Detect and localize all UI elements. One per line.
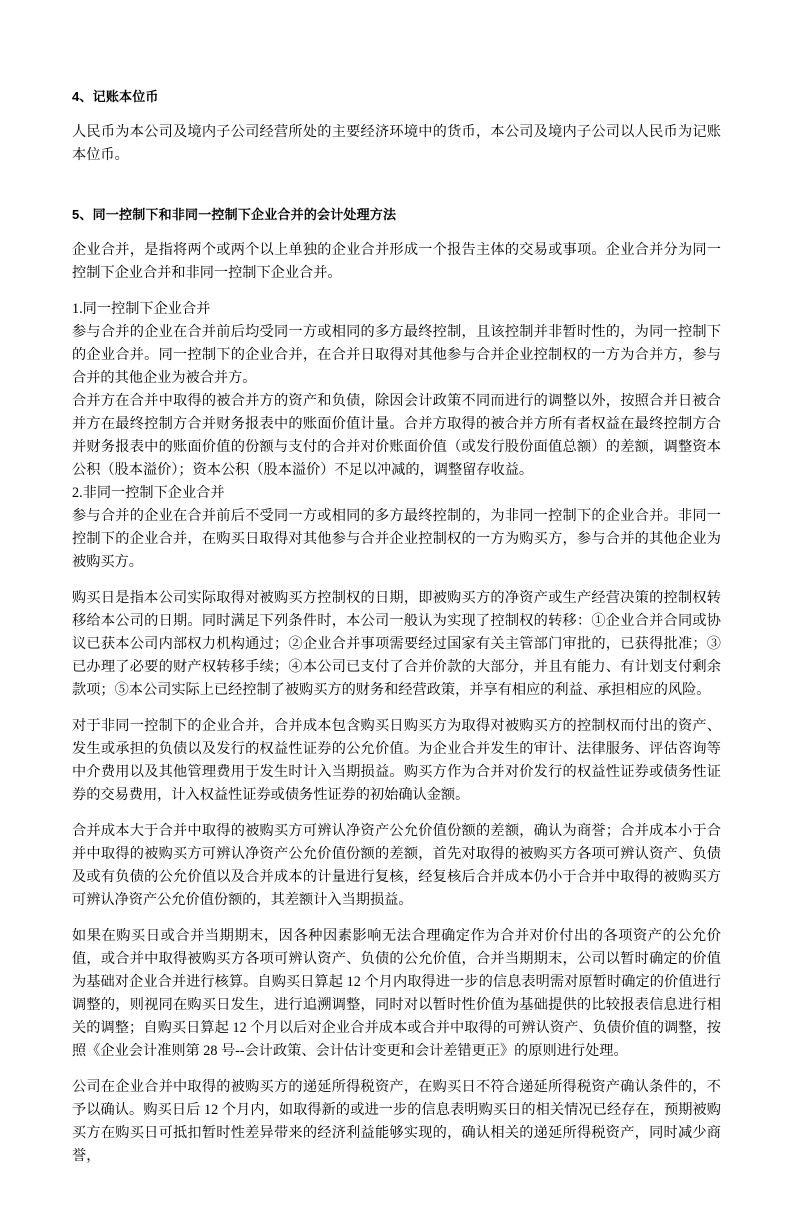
paragraph-combination-cost: 对于非同一控制下的企业合并，合并成本包含购买日购买方为取得对被购买方的控制权而付出的资产、发生或承担的负债以及发行的权益性证券的公允价值。为企业合并发生的审计、法律服务、评估咨询等中介费用以及其他管理费用于发生时计入当期损益。购买方作为合并对价发行的权益性证券或债务性证券的交易费用，计入权益性证券或债务性证券的初始确认金额。 [72, 717, 721, 803]
paragraph-common-control-measurement: 合并方在合并中取得的被合并方的资产和负债，除因会计政策不同而进行的调整以外，按照合并日被合并方在最终控制方合并财务报表中的账面价值计量。合并方取得的被合并方所有者权益在最终控制方合并财务报表中的账面价值的份额与支付的合并对价账面价值（或发行股份面值总额）的差额，调整资本公积（股本溢价）；资本公积（股本溢价）不足以冲减的，调整留存收益。 [72, 392, 721, 478]
paragraph-provisional-values: 如果在购买日或合并当期期末，因各种因素影响无法合理确定作为合并对价付出的各项资产的公允价值，或合并中取得被购买方各项可辨认资产、负债的公允价值，合并当期期末，公司以暂时确定的价值为基础对企业合并进行核算。自购买日算起 12 个月内取得进一步的信息表明需对原暂时确定的价值进行调整的，则视同在购买日发生，进行追溯调整，同时对以暂时性价值为基础提供的比较报表信息进行相关的调整；自购买日算起 12 个月以后对企业合并成本或合并中取得的可辨认资产、负债价值的调整，按照《企业会计准则第 28 号--会计政策、会计估计变更和会计差错更正》的原则进行处理。 [72, 927, 721, 1059]
paragraph-deferred-tax: 公司在企业合并中取得的被购买方的递延所得税资产，在购买日不符合递延所得税资产确认条件的，不予以确认。购买日后 12 个月内，如取得新的或进一步的信息表明购买日的相关情况已经存在，预期被购买方在购买日可抵扣暂时性差异带来的经济利益能够实现的，确认相关的递延所得税资产，同时减少商誉， [72, 1078, 721, 1164]
paragraph-non-common-control-title: 2.非同一控制下企业合并 [72, 484, 225, 501]
paragraph-goodwill: 合并成本大于合并中取得的被购买方可辨认净资产公允价值份额的差额，确认为商誉；合并成本小于合并中取得的被购买方可辨认净资产公允价值份额的差额，首先对取得的被购买方各项可辨认资产、负债及或有负债的公允价值以及合并成本的计量进行复核，经复核后合并成本仍小于合并中取得的被购买方可辨认净资产公允价值份额的，其差额计入当期损益。 [72, 822, 721, 908]
paragraph-functional-currency: 人民币为本公司及境内子公司经营所处的主要经济环境中的货币，本公司及境内子公司以人民币为记账本位币。 [72, 123, 721, 163]
paragraph-non-common-control-definition: 参与合并的企业在合并前后不受同一方或相同的多方最终控制的，为非同一控制下的企业合并。非同一控制下的企业合并，在购买日取得对其他参与合并企业控制权的一方为购买方，参与合并的其他企业为被购买方。 [72, 507, 721, 570]
section-heading-4: 4、记账本位币 [72, 89, 159, 104]
section-spacer [72, 180, 721, 206]
paragraph-business-combination-intro: 企业合并，是指将两个或两个以上单独的企业合并形成一个报告主体的交易或事项。企业合并分为同一控制下企业合并和非同一控制下企业合并。 [72, 241, 721, 281]
paragraph-common-control-title: 1.同一控制下企业合并 [72, 300, 211, 317]
section-heading-5: 5、同一控制下和非同一控制下企业合并的会计处理方法 [72, 206, 397, 222]
paragraph-common-control-definition: 参与合并的企业在合并前后均受同一方或相同的多方最终控制，且该控制并非暂时性的，为同一控制下的企业合并。同一控制下的企业合并，在合并日取得对其他参与合并企业控制权的一方为合并方，参与合并的其他企业为被合并方。 [72, 323, 721, 386]
document-body [72, 88, 721, 1168]
block-common-control [72, 298, 721, 574]
paragraph-acquisition-date: 购买日是指本公司实际取得对被购买方控制权的日期，即被购买方的净资产或生产经营决策的控制权转移给本公司的日期。同时满足下列条件时，本公司一般认为实现了控制权的转移：①企业合并合同或协议已获本公司内部权力机构通过；②企业合并事项需要经过国家有关主管部门审批的，已获得批准；③已办理了必要的财产权转移手续；④本公司已支付了合并价款的大部分，并且有能力、有计划支付剩余款项；⑤本公司实际上已经控制了被购买方的财务和经营政策，并享有相应的利益、承担相应的风险。 [72, 589, 721, 698]
